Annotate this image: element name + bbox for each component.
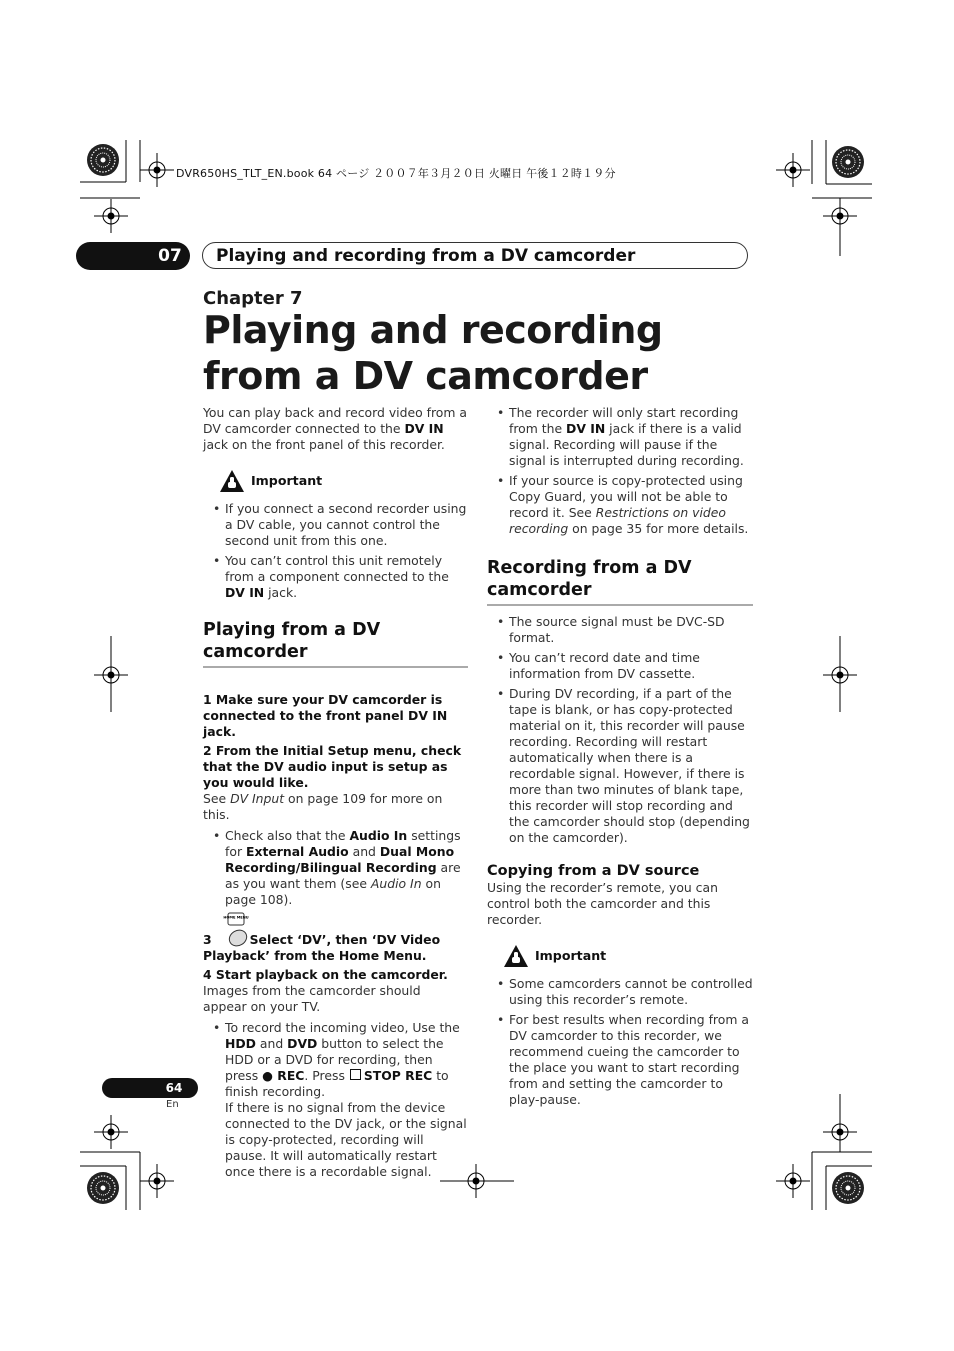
step-1: 1 Make sure your DV camcorder is connected to the front panel DV IN jack.	[203, 692, 448, 739]
stop-square-icon	[350, 1069, 361, 1080]
copying-description: Using the recorder’s remote, you can control both the camcorder and this recorder.	[487, 880, 718, 927]
section-heading-copying: Copying from a DV source	[487, 863, 700, 879]
record-list	[203, 1020, 468, 1180]
list-item: • Check also that the Audio In settings for External Audio and Dual Mono Recording/Bilingual Recording are as you want them (see Audio In on page 108).	[203, 828, 468, 908]
chapter-label: Chapter 7	[203, 288, 303, 309]
check-list	[203, 828, 468, 908]
important-label: Important	[251, 473, 323, 488]
list-item: • You can’t control this unit remotely from a component connected to the DV IN jack.	[203, 553, 468, 601]
left-column	[203, 405, 468, 1184]
step-4: 4 Start playback on the camcorder.	[203, 967, 448, 982]
chapter-tab-number: 07	[158, 246, 182, 266]
list-item: • If you connect a second recorder using a DV cable, you cannot control the second unit from this one.	[203, 501, 468, 549]
warning-hand-icon	[219, 469, 245, 493]
important-list	[487, 976, 753, 1108]
see-reference: See DV Input on page 109 for more on this.	[203, 791, 443, 822]
list-item: • The source signal must be DVC-SD format.	[487, 614, 753, 646]
print-file-header: DVR650HS_TLT_EN.book 64 ページ ２００７年３月２０日 火曜日 午後１２時１９分	[176, 167, 616, 180]
right-column	[487, 405, 753, 1112]
dv-recording-notes	[487, 405, 753, 537]
list-item: • Some camcorders cannot be controlled using this recorder’s remote.	[487, 976, 753, 1008]
list-item: • The recorder will only start recording from the DV IN jack if there is a valid signal. Recording will pause if the signal is interrupted during recording.	[487, 405, 753, 469]
list-item: • To record the incoming video, Use the HDD and DVD button to select the HDD or a DVD for recording, then press ● REC. Press STOP REC to finish recording. If there is no signal from the device connected to the DV jack, or the signal is copy-protected, recording will pause. It will automatically restart once there is a recordable signal.	[203, 1020, 468, 1180]
list-item: • During DV recording, if a part of the tape is blank, or has copy-protected material on it, this recorder will pause recording. Recording will restart automatically when there is a recordable signal. However, if there is more than two minutes of blank tape, this recorder will stop recording and the camcorder should stop (depending on the camcorder).	[487, 686, 753, 846]
svg-text:HOME MENU: HOME MENU	[223, 915, 249, 920]
important-label: Important	[535, 948, 607, 963]
warning-hand-icon	[503, 944, 529, 968]
section-heading-recording: Recording from a DV camcorder	[487, 557, 753, 606]
page-number: 64	[165, 1081, 183, 1095]
step-4-description: Images from the camcorder should appear on your TV.	[203, 983, 421, 1014]
list-item: • For best results when recording from a DV camcorder to this recorder, we recommend cueing the camcorder to the place you want to start recording from and setting the camcorder to play-pause.	[487, 1012, 753, 1108]
list-item: • If your source is copy-protected using Copy Guard, you will not be able to record it. See Restrictions on video recording on page 35 for more details.	[487, 473, 753, 537]
step-2: 2 From the Initial Setup menu, check that the DV audio input is setup as you would like.	[203, 743, 462, 790]
step-3: HOME MENU 3 Select ‘DV’, then ‘DV Video Playback’ from the Home Menu.	[203, 914, 468, 964]
important-callout	[503, 942, 753, 970]
home-menu-button-icon	[223, 912, 249, 948]
section-heading-playing: Playing from a DV camcorder	[203, 619, 468, 668]
important-list	[203, 501, 468, 601]
page-title: Playing and recording from a DV camcorder	[203, 308, 663, 398]
chapter-tab-title: Playing and recording from a DV camcorder	[216, 246, 636, 266]
recording-list	[487, 614, 753, 846]
intro-paragraph: You can play back and record video from a DV camcorder connected to the DV IN jack on the front panel of this recorder.	[203, 405, 467, 452]
page-language: En	[166, 1099, 179, 1110]
important-callout	[219, 467, 468, 495]
list-item: • You can’t record date and time information from DV cassette.	[487, 650, 753, 682]
